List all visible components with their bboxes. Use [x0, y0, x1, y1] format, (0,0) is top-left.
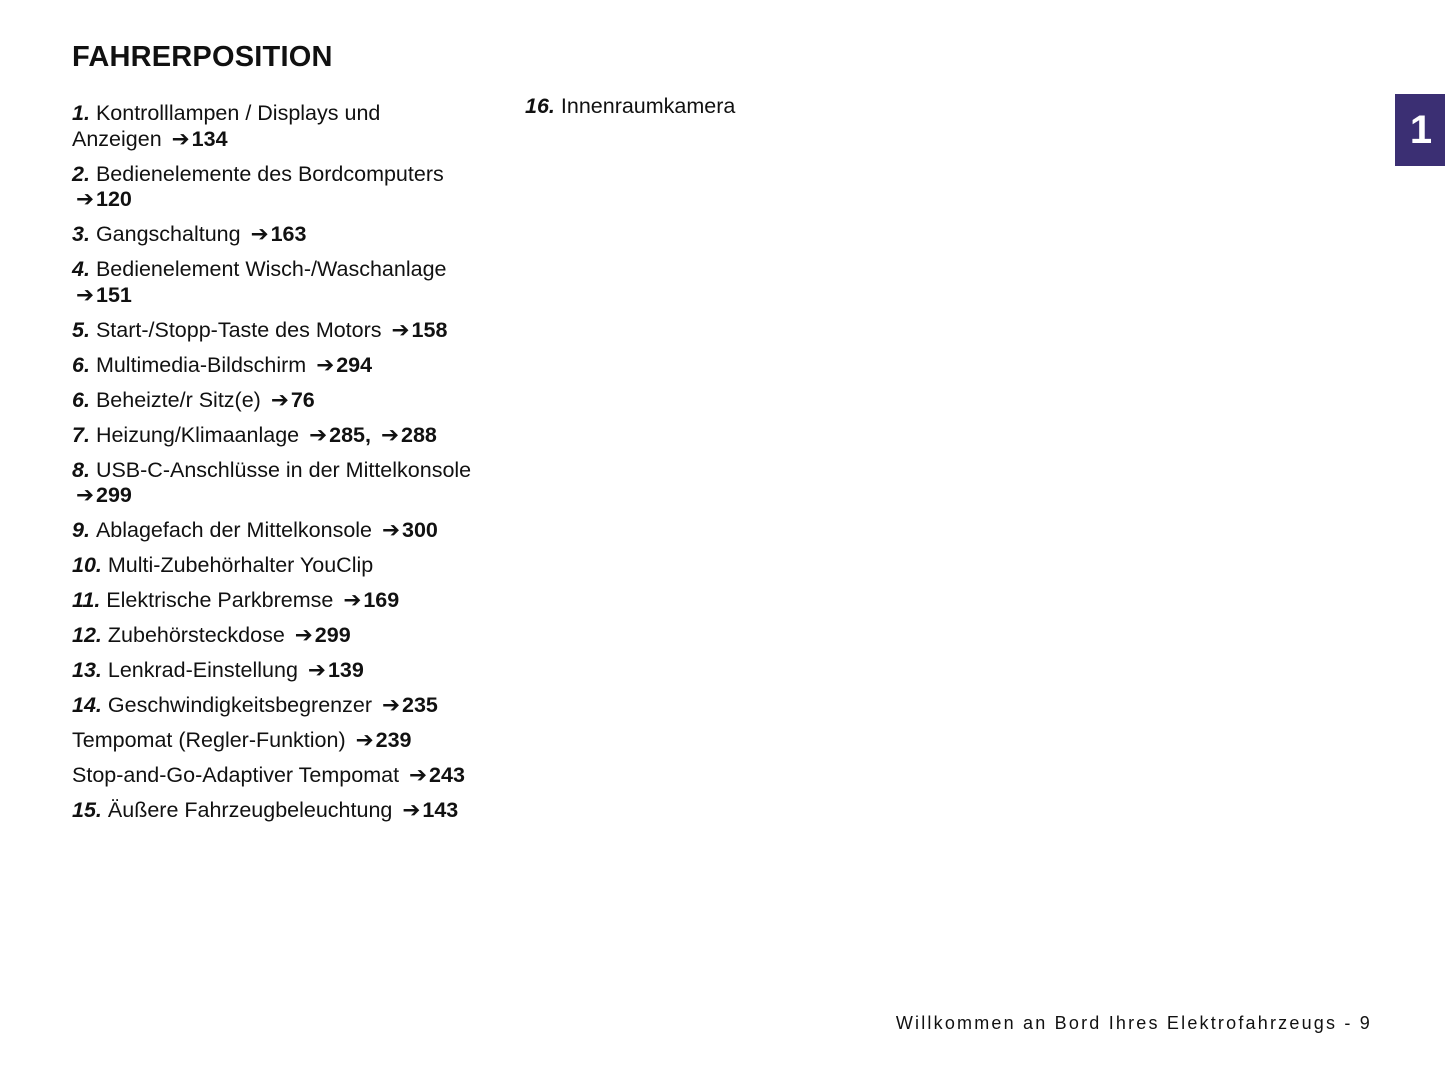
- page-reference-number: 163: [270, 222, 307, 246]
- legend-item: [72, 458, 472, 509]
- legend-item-label: Elektrische Parkbremse: [106, 588, 334, 612]
- legend-item-number: 12.: [72, 623, 102, 647]
- legend-item-label: Multimedia-Bildschirm: [95, 352, 307, 377]
- legend-item: [72, 423, 472, 449]
- legend-list-right: [525, 94, 925, 129]
- legend-item: [72, 763, 472, 789]
- page-reference-link[interactable]: [291, 623, 351, 647]
- page-reference-link[interactable]: [247, 222, 307, 246]
- legend-item-label: Lenkrad-Einstellung: [107, 658, 298, 682]
- page-reference-link[interactable]: [267, 388, 315, 412]
- legend-item: [72, 588, 472, 614]
- legend-item: [72, 162, 472, 213]
- legend-item: [72, 658, 472, 684]
- page-reference-link[interactable]: [378, 518, 438, 542]
- legend-item-number: 1.: [72, 101, 90, 125]
- arrow-right-icon: ➔: [343, 588, 362, 612]
- arrow-right-icon: ➔: [355, 728, 374, 752]
- legend-item: [72, 518, 472, 544]
- page-reference-number: 143: [422, 798, 459, 822]
- legend-item-number: 8.: [72, 457, 90, 482]
- legend-item-label: Gangschaltung: [95, 222, 241, 246]
- legend-item-number: 11.: [72, 588, 101, 612]
- arrow-right-icon: ➔: [382, 693, 401, 717]
- page-reference-number: 235: [402, 693, 438, 717]
- legend-item-label: Beheizte/r Sitz(e): [95, 387, 261, 412]
- legend-item: [72, 222, 472, 248]
- legend-item-number: 7.: [72, 422, 90, 447]
- legend-item-number: 2.: [72, 161, 90, 186]
- page-reference-number: 239: [375, 728, 412, 752]
- legend-item-number: 9.: [72, 518, 90, 542]
- page-reference-number: 139: [327, 658, 364, 682]
- page-reference-number: 134: [191, 126, 228, 151]
- arrow-right-icon: ➔: [76, 282, 95, 307]
- legend-item: [525, 94, 925, 120]
- legend-item-label: Zubehörsteckdose: [107, 623, 285, 647]
- arrow-right-icon: ➔: [402, 798, 421, 822]
- arrow-right-icon: ➔: [309, 422, 328, 447]
- page-reference-link[interactable]: [304, 658, 364, 682]
- page-reference-number: 169: [363, 588, 400, 612]
- arrow-right-icon: ➔: [76, 483, 95, 507]
- legend-item-label: Heizung/Klimaanlage: [95, 422, 300, 447]
- page-reference-link[interactable]: [305, 423, 371, 447]
- arrow-right-icon: ➔: [250, 222, 269, 246]
- page-reference-number: 151: [96, 282, 132, 307]
- legend-item-number: 4.: [72, 257, 90, 281]
- page-reference-number: 120: [96, 187, 132, 211]
- page-reference-number: 285,: [329, 422, 371, 447]
- legend-item: [72, 798, 472, 824]
- legend-item: [72, 388, 472, 414]
- page-reference-number: 299: [314, 623, 351, 647]
- page-reference-link[interactable]: [72, 283, 132, 307]
- legend-item-label: Start-/Stopp-Taste des Motors: [95, 317, 382, 342]
- legend-item-label: Bedienelemente des Bordcomputers: [95, 161, 444, 186]
- legend-item: [72, 101, 472, 152]
- legend-item-number: 6.: [72, 387, 90, 412]
- page-reference-number: 243: [429, 763, 465, 787]
- legend-item-number: 3.: [72, 222, 90, 246]
- arrow-right-icon: ➔: [270, 387, 289, 412]
- page-reference-link[interactable]: [72, 483, 132, 507]
- legend-item: [72, 728, 472, 754]
- page-reference-link[interactable]: [312, 353, 372, 377]
- legend-list-left: [72, 101, 472, 833]
- legend-item-label: Tempomat (Regler-Funktion): [72, 728, 346, 752]
- legend-item: [72, 553, 472, 579]
- page-reference-link[interactable]: [405, 763, 465, 787]
- legend-item-label: Äußere Fahrzeugbeleuchtung: [107, 798, 393, 822]
- page-reference-link[interactable]: [72, 187, 132, 211]
- legend-item-label: Stop-and-Go-Adaptiver Tempomat: [72, 763, 400, 787]
- page-footer: Willkommen an Bord Ihres Elektrofahrzeugs - 9: [895, 1013, 1372, 1033]
- page-reference-number: 294: [336, 352, 373, 377]
- page-reference-number: 288: [400, 422, 437, 447]
- legend-item-label: Bedienelement Wisch-/Waschanlage: [95, 257, 447, 281]
- page-reference-number: 76: [290, 387, 315, 412]
- arrow-right-icon: ➔: [409, 763, 428, 787]
- chapter-number: 1: [1409, 107, 1433, 152]
- legend-item-number: 16.: [525, 94, 555, 118]
- legend-item: [72, 623, 472, 649]
- page-reference-link[interactable]: [168, 127, 228, 151]
- legend-item-number: 13.: [72, 658, 102, 682]
- legend-item-label: Multi-Zubehörhalter YouClip: [107, 553, 374, 577]
- legend-item-number: 14.: [72, 693, 102, 717]
- legend-item-label: Innenraumkamera: [560, 94, 736, 118]
- page-reference-link[interactable]: [378, 693, 438, 717]
- page-reference-number: 300: [402, 518, 438, 542]
- legend-item: [72, 353, 472, 379]
- arrow-right-icon: ➔: [294, 623, 313, 647]
- arrow-right-icon: ➔: [391, 317, 410, 342]
- legend-item-number: 15.: [72, 798, 102, 822]
- arrow-right-icon: ➔: [171, 126, 190, 151]
- page-reference-link[interactable]: [352, 728, 412, 752]
- legend-item-number: 5.: [72, 317, 90, 342]
- arrow-right-icon: ➔: [307, 658, 326, 682]
- legend-item-number: 10.: [72, 553, 102, 577]
- legend-item: [72, 318, 472, 344]
- arrow-right-icon: ➔: [382, 518, 401, 542]
- legend-item: [72, 257, 472, 308]
- arrow-right-icon: ➔: [76, 187, 95, 211]
- page-reference-link[interactable]: [388, 318, 448, 342]
- chapter-tab[interactable]: [1395, 94, 1445, 166]
- legend-item-label: Geschwindigkeitsbegrenzer: [107, 693, 373, 717]
- legend-item-number: 6.: [72, 352, 90, 377]
- arrow-right-icon: ➔: [380, 422, 399, 447]
- page-reference-link[interactable]: [398, 798, 458, 822]
- page-reference-link[interactable]: [377, 423, 437, 447]
- legend-item-label: USB-C-Anschlüsse in der Mittelkonsole: [95, 457, 472, 482]
- arrow-right-icon: ➔: [316, 352, 335, 377]
- page-title: FAHRERPOSITION: [72, 41, 333, 73]
- page-reference-link[interactable]: [339, 588, 399, 612]
- legend-item-label: Ablagefach der Mittelkonsole: [95, 518, 373, 542]
- page-reference-number: 158: [411, 317, 448, 342]
- page-reference-number: 299: [96, 483, 132, 507]
- legend-item-label: Kontrolllampen / Displays und Anzeigen: [72, 101, 381, 151]
- legend-item: [72, 693, 472, 719]
